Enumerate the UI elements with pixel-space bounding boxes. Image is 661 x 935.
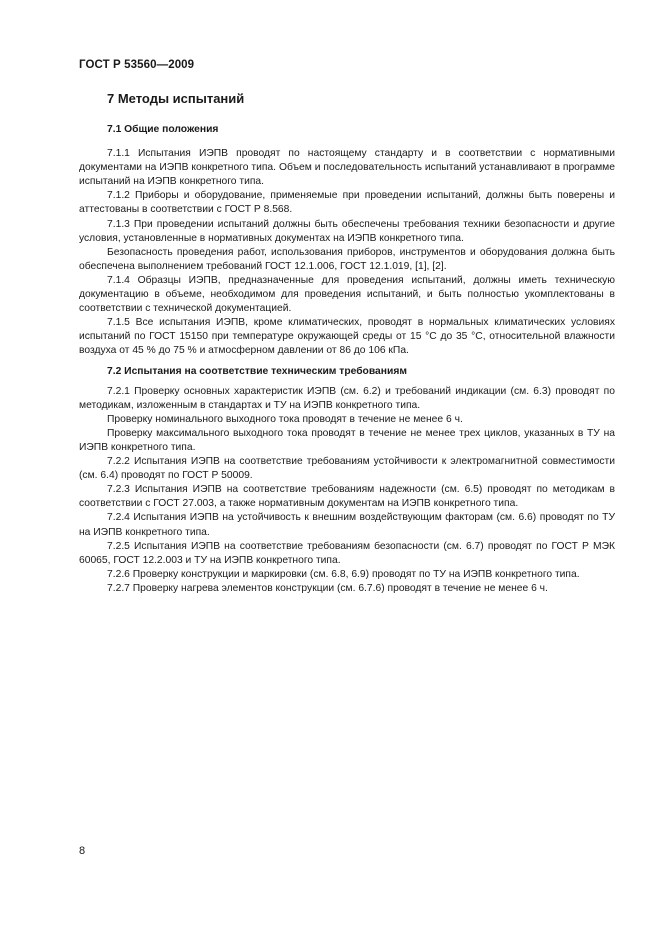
paragraph-safety: Безопасность проведения работ, использования приборов, инструментов и оборудования должна быть обеспечена выполнением требований ГОСТ 12.1.006, ГОСТ 12.1.019, [1], [2]. bbox=[79, 246, 615, 272]
page-number: 8 bbox=[79, 845, 86, 857]
paragraph-nominal-current: Проверку номинального выходного тока проводят в течение не менее 6 ч. bbox=[107, 413, 463, 425]
paragraph-7-2-4: 7.2.4 Испытания ИЭПВ на устойчивость к внешним воздействующим факторам (см. 6.6) проводят по ТУ на ИЭПВ конкретного типа. bbox=[79, 512, 615, 538]
paragraph-7-2-3: 7.2.3 Испытания ИЭПВ на соответствие требованиям надежности (см. 6.5) проводят по методикам в соответствии с ГОСТ 27.003, а также нормативным документам на ИЭПВ конкретного типа. bbox=[79, 484, 615, 510]
paragraph-7-1-3: 7.1.3 При проведении испытаний должны быть обеспечены требования техники безопасности и другие условия, установленные в нормативных документах на ИЭПВ конкретного типа. bbox=[79, 218, 615, 244]
subsection-title-7-1: 7.1 Общие положения bbox=[107, 124, 219, 135]
subsection-title-7-2: 7.2 Испытания на соответствие техническим требованиям bbox=[107, 365, 407, 377]
paragraph-7-2-1: 7.2.1 Проверку основных характеристик ИЭПВ (см. 6.2) и требований индикации (см. 6.3) проводят по методикам, изложенным в стандартах и ТУ на ИЭПВ конкретного типа. bbox=[79, 385, 615, 411]
paragraph-7-2-5: 7.2.5 Испытания ИЭПВ на соответствие требованиям безопасности (см. 6.7) проводят по ГОСТ Р МЭК 60065, ГОСТ 12.2.003 и ТУ на ИЭПВ конкретного типа. bbox=[79, 540, 615, 566]
paragraph-7-2-7: 7.2.7 Проверку нагрева элементов конструкции (см. 6.7.6) проводят в течение не менее 6 ч. bbox=[107, 582, 548, 594]
paragraph-7-2-2: 7.2.2 Испытания ИЭПВ на соответствие требованиям устойчивости к электромагнитной совместимости (см. 6.4) проводят по ГОСТ Р 50009. bbox=[79, 456, 615, 482]
paragraph-7-1-1: 7.1.1 Испытания ИЭПВ проводят по настоящему стандарту и в соответствии с нормативными документами на ИЭПВ конкретного типа. Объем и последовательность испытаний устанавливают в программе испытаний на ИЭПВ конкретного типа. bbox=[79, 148, 615, 188]
paragraph-7-1-4: 7.1.4 Образцы ИЭПВ, предназначенные для проведения испытаний, должны иметь техническую документацию в объеме, необходимом для проведения испытаний, и быть полностью укомплектованы в соответствии с технической документацией. bbox=[79, 274, 615, 315]
paragraph-7-1-2: 7.1.2 Приборы и оборудование, применяемые при проведении испытаний, должны быть поверены и аттестованы в соответствии с ГОСТ Р 8.568. bbox=[79, 190, 615, 216]
document-code: ГОСТ Р 53560—2009 bbox=[79, 59, 195, 71]
section-title: 7 Методы испытаний bbox=[107, 91, 245, 106]
paragraph-7-1-5: 7.1.5 Все испытания ИЭПВ, кроме климатических, проводят в нормальных климатических условиях испытаний по ГОСТ 15150 при температуре окружающей среды от 15 °С до 35 °С, относительной влажности воздуха от 45 % до 75 % и атмосферном давлении от 86 до 106 кПа. bbox=[79, 317, 615, 357]
document-body bbox=[79, 117, 615, 596]
paragraph-max-current: Проверку максимального выходного тока проводят в течение не менее трех циклов, указанных в ТУ на ИЭПВ конкретного типа. bbox=[79, 427, 615, 453]
paragraph-7-2-6: 7.2.6 Проверку конструкции и маркировки (см. 6.8, 6.9) проводят по ТУ на ИЭПВ конкретного типа. bbox=[107, 568, 580, 580]
